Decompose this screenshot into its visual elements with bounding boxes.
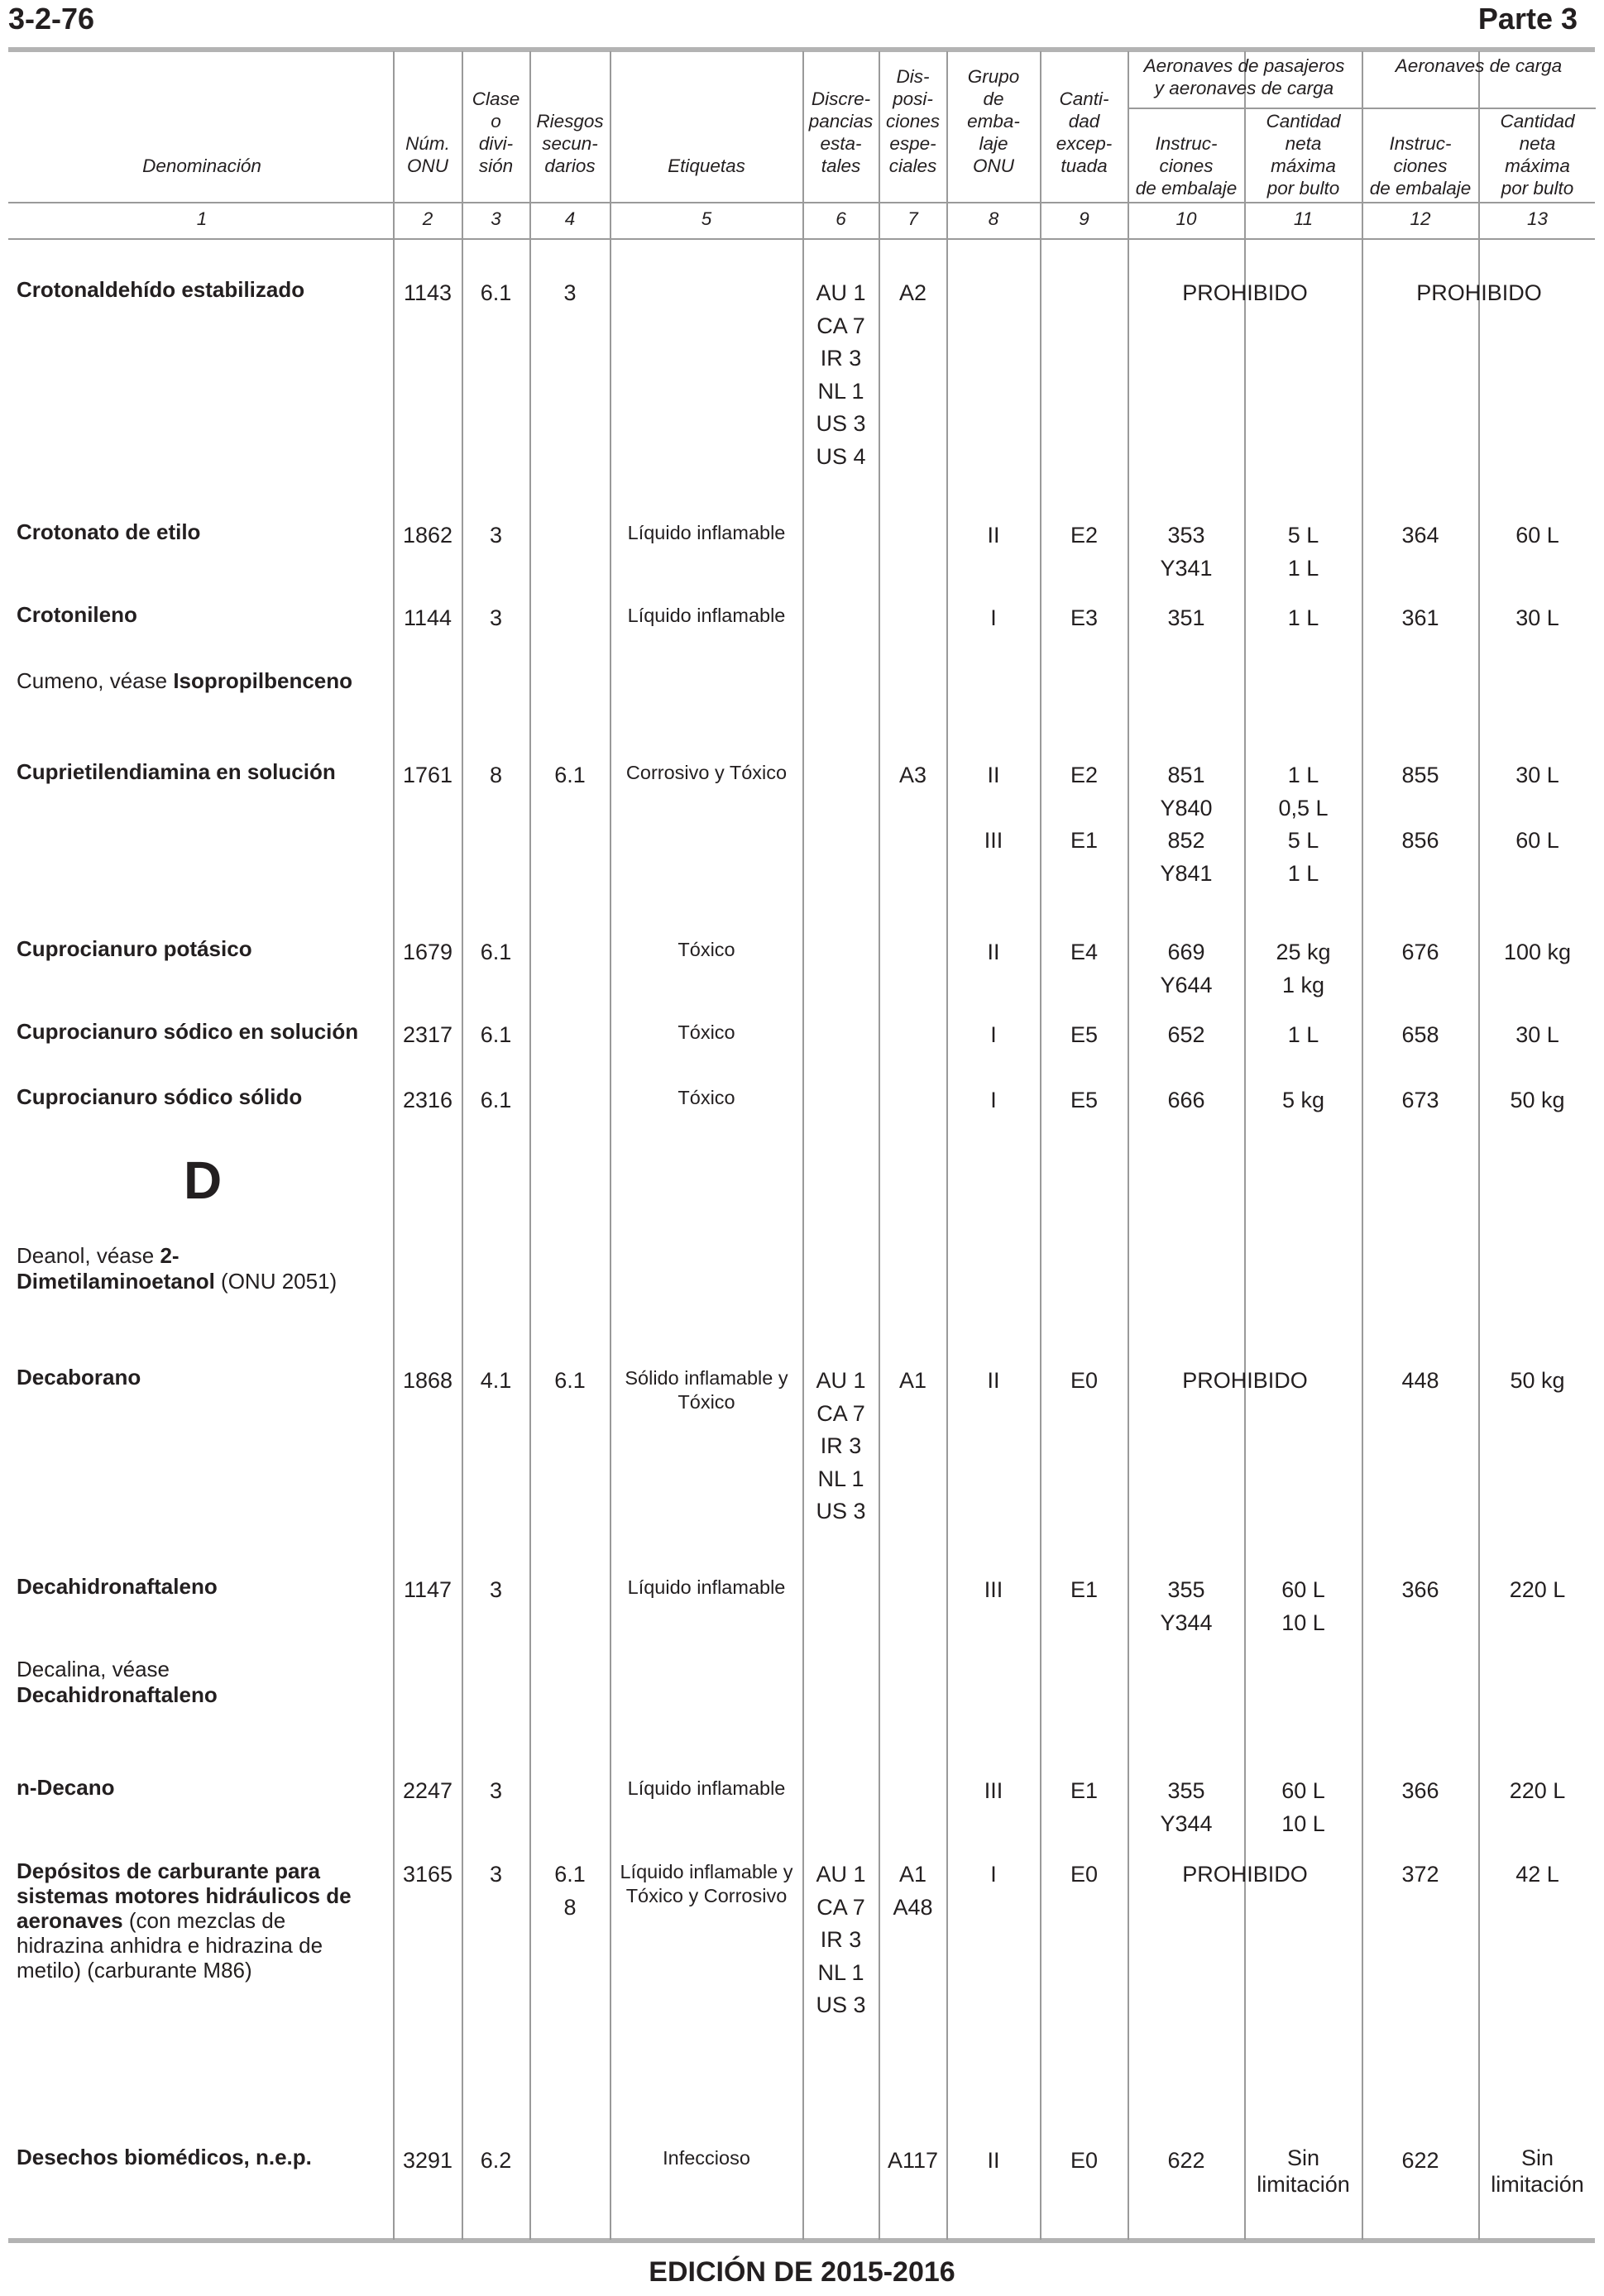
- packing-instruction: 351: [1167, 605, 1205, 630]
- max-net-quantity: 5 L 1 L: [1287, 828, 1319, 886]
- column-divider: [1040, 51, 1041, 2240]
- header-col6: Discre- pancias esta- tales: [808, 88, 874, 176]
- column-divider: [946, 51, 948, 2240]
- cross-reference: Decalina, véase Decahidronaftaleno: [17, 1657, 218, 1707]
- cargo-max-quantity: 60 L: [1515, 828, 1559, 853]
- header-rule: [8, 202, 1595, 203]
- header-cargo-group: Aeronaves de carga: [1395, 55, 1563, 76]
- cargo-max-quantity: 50 kg: [1510, 1088, 1565, 1112]
- excepted-quantity: E4: [1070, 940, 1099, 964]
- packing-group: III: [984, 1778, 1003, 1803]
- cargo-max-quantity: Sin limitación: [1491, 2145, 1584, 2197]
- hazard-label: Tóxico: [678, 1087, 735, 1108]
- excepted-quantity: E5: [1070, 1022, 1099, 1047]
- special-provisions: A1 A48: [893, 1862, 933, 1920]
- packing-group: I: [990, 1862, 997, 1887]
- packing-group: I: [990, 1022, 997, 1047]
- hazard-label: Sólido inflamable y Tóxico: [625, 1367, 788, 1413]
- max-net-quantity: 5 L 1 L: [1287, 523, 1319, 581]
- cargo-packing-instruction: 448: [1401, 1368, 1439, 1393]
- hazard-label: Tóxico: [678, 939, 735, 960]
- cargo-max-quantity: 42 L: [1515, 1862, 1559, 1887]
- class: 6.1: [480, 280, 512, 305]
- un-number: 3165: [402, 1862, 453, 1887]
- packing-instruction: 355 Y344: [1160, 1778, 1213, 1836]
- header-col11: Cantidad neta máxima por bulto: [1266, 111, 1341, 199]
- un-number: 1862: [402, 523, 453, 548]
- entry-name: Decaborano: [17, 1365, 141, 1390]
- class: 6.1: [480, 940, 512, 964]
- state-variations: AU 1 CA 7 IR 3 NL 1 US 3 US 4: [816, 280, 866, 469]
- max-net-quantity: 60 L 10 L: [1281, 1778, 1325, 1836]
- un-number: 1143: [403, 280, 452, 305]
- entry-name: n-Decano: [17, 1775, 115, 1800]
- column-divider: [393, 51, 395, 2240]
- excepted-quantity: E2: [1070, 523, 1099, 548]
- packing-group: II: [987, 1368, 1000, 1393]
- header-col4: Riesgos secun- darios: [536, 111, 604, 176]
- header-col2: Núm. ONU: [405, 133, 450, 176]
- state-variations: AU 1 CA 7 IR 3 NL 1 US 3: [816, 1862, 866, 2017]
- hazard-label: Líquido inflamable: [627, 522, 786, 543]
- un-number: 2247: [402, 1778, 453, 1803]
- excepted-quantity: E0: [1070, 1862, 1099, 1887]
- packing-instruction: 666: [1167, 1088, 1205, 1112]
- entry-name: Crotonato de etilo: [17, 519, 201, 544]
- column-number: 6: [836, 208, 846, 229]
- header-col8: Grupo de emba- laje ONU: [967, 66, 1020, 176]
- special-provisions: A1: [898, 1368, 927, 1393]
- packing-instruction: 669 Y644: [1160, 940, 1213, 997]
- packing-instruction: 852 Y841: [1160, 828, 1213, 886]
- cross-reference: Deanol, véase 2- Dimetilaminoetanol (ONU 2051): [17, 1243, 338, 1294]
- column-divider: [1128, 51, 1129, 2240]
- hazard-label: Líquido inflamable: [627, 605, 786, 626]
- column-number: 9: [1079, 208, 1089, 229]
- excepted-quantity: E3: [1070, 605, 1099, 630]
- column-divider: [462, 51, 463, 2240]
- packing-group: III: [984, 828, 1003, 853]
- un-number: 1147: [403, 1577, 452, 1602]
- un-number: 2316: [402, 1088, 453, 1112]
- entry-name: Cuprocianuro sódico sólido: [17, 1084, 303, 1109]
- packing-group: III: [984, 1577, 1003, 1602]
- cargo-packing-instruction: 364: [1401, 523, 1439, 548]
- class: 3: [489, 1862, 503, 1887]
- class: 3: [489, 1577, 503, 1602]
- hazard-label: Líquido inflamable: [627, 1777, 786, 1799]
- packing-instruction: 353 Y341: [1160, 523, 1213, 581]
- header-rule: [8, 238, 1595, 240]
- header-pax-group: Aeronaves de pasajeros y aeronaves de carga: [1143, 55, 1345, 98]
- part-label: Parte 3: [1477, 2, 1578, 36]
- cargo-packing-instruction: 856: [1401, 828, 1439, 853]
- cargo-forbidden: PROHIBIDO: [1416, 280, 1542, 305]
- packing-group: II: [987, 523, 1000, 548]
- entry-name: Desechos biomédicos, n.e.p.: [17, 2145, 312, 2169]
- packing-group: II: [987, 940, 1000, 964]
- excepted-quantity: E5: [1070, 1088, 1099, 1112]
- excepted-quantity: E1: [1070, 1778, 1099, 1803]
- class: 8: [489, 763, 503, 787]
- entry-name: Cuprocianuro sódico en solución: [17, 1019, 359, 1044]
- cargo-max-quantity: 100 kg: [1503, 940, 1572, 964]
- entry-name: Decahidronaftaleno: [17, 1574, 218, 1599]
- class: 6.1: [480, 1088, 512, 1112]
- cargo-packing-instruction: 366: [1401, 1778, 1439, 1803]
- packing-instruction: 652: [1167, 1022, 1205, 1047]
- max-net-quantity: 1 L 0,5 L: [1278, 763, 1329, 820]
- cargo-packing-instruction: 673: [1401, 1088, 1439, 1112]
- header-col1: Denominación: [142, 155, 261, 176]
- cargo-max-quantity: 220 L: [1509, 1577, 1566, 1602]
- bottom-rule: [8, 2238, 1595, 2243]
- packing-group: I: [990, 605, 997, 630]
- column-number: 13: [1526, 208, 1549, 229]
- cargo-max-quantity: 30 L: [1515, 1022, 1559, 1047]
- subsidiary-risk: 3: [563, 280, 577, 305]
- header-col9: Canti- dad excep- tuada: [1056, 88, 1113, 176]
- header-col3: Clase o divi- sión: [472, 88, 520, 176]
- column-divider: [1244, 51, 1246, 2240]
- header-col12: Instruc- ciones de embalaje: [1369, 133, 1472, 199]
- excepted-quantity: E1: [1070, 828, 1099, 853]
- class: 3: [489, 605, 503, 630]
- pax-forbidden: PROHIBIDO: [1182, 280, 1308, 305]
- edition-footer: EDICIÓN DE 2015-2016: [649, 2256, 955, 2288]
- class: 3: [489, 1778, 503, 1803]
- cargo-max-quantity: 30 L: [1515, 605, 1559, 630]
- class: 6.2: [480, 2148, 512, 2173]
- column-divider: [1362, 51, 1363, 2240]
- column-divider: [610, 51, 611, 2240]
- column-number: 7: [907, 208, 918, 229]
- column-divider: [1478, 51, 1480, 2240]
- special-provisions: A2: [898, 280, 927, 305]
- packing-instruction: 355 Y344: [1160, 1577, 1213, 1635]
- header-col5: Etiquetas: [668, 155, 745, 176]
- special-provisions: A3: [898, 763, 927, 787]
- un-number: 3291: [402, 2148, 453, 2173]
- packing-group: II: [987, 763, 1000, 787]
- entry-name: Depósitos de carburante para sistemas motores hidráulicos de aeronaves (con mezclas de hidrazina anhidra e hidrazina de metilo) (carburante M86): [17, 1858, 352, 1983]
- un-number: 1868: [402, 1368, 453, 1393]
- hazard-label: Tóxico: [678, 1021, 735, 1043]
- cargo-packing-instruction: 366: [1401, 1577, 1439, 1602]
- cargo-packing-instruction: 855: [1401, 763, 1439, 787]
- cargo-max-quantity: 220 L: [1509, 1778, 1566, 1803]
- un-number: 1679: [402, 940, 453, 964]
- packing-instruction: 622: [1167, 2148, 1205, 2173]
- entry-name: Cuprocianuro potásico: [17, 936, 252, 961]
- header-col10: Instruc- ciones de embalaje: [1135, 133, 1238, 199]
- cargo-max-quantity: 50 kg: [1510, 1368, 1565, 1393]
- hazard-label: Corrosivo y Tóxico: [625, 762, 788, 783]
- cargo-packing-instruction: 622: [1401, 2148, 1439, 2173]
- cargo-packing-instruction: 372: [1401, 1862, 1439, 1887]
- cargo-packing-instruction: 658: [1401, 1022, 1439, 1047]
- column-number: 5: [701, 208, 712, 229]
- hazard-label: Infeccioso: [663, 2147, 750, 2169]
- column-number: 10: [1175, 208, 1197, 229]
- excepted-quantity: E1: [1070, 1577, 1099, 1602]
- packing-instruction: 851 Y840: [1160, 763, 1213, 820]
- header-col7: Dis- posi- ciones espe- ciales: [885, 66, 941, 176]
- special-provisions: A117: [887, 2148, 939, 2173]
- entry-name: Crotonileno: [17, 602, 137, 627]
- un-number: 1761: [402, 763, 453, 787]
- excepted-quantity: E0: [1070, 2148, 1099, 2173]
- cargo-packing-instruction: 676: [1401, 940, 1439, 964]
- pax-forbidden: PROHIBIDO: [1182, 1368, 1308, 1393]
- class: 4.1: [480, 1368, 512, 1393]
- header-group-rule: [1128, 108, 1596, 109]
- packing-group: I: [990, 1088, 997, 1112]
- excepted-quantity: E2: [1070, 763, 1099, 787]
- max-net-quantity: 1 L: [1287, 605, 1319, 630]
- class: 6.1: [480, 1022, 512, 1047]
- entry-name: Cuprietilendiamina en solución: [17, 759, 336, 784]
- column-number: 3: [491, 208, 501, 229]
- subsidiary-risk: 6.1: [554, 763, 586, 787]
- max-net-quantity: Sin limitación: [1257, 2145, 1350, 2197]
- class: 3: [489, 523, 503, 548]
- packing-group: II: [987, 2148, 1000, 2173]
- un-number: 2317: [402, 1022, 453, 1047]
- column-number: 11: [1293, 208, 1314, 229]
- page-number: 3-2-76: [8, 2, 95, 36]
- max-net-quantity: 60 L 10 L: [1281, 1577, 1325, 1635]
- cargo-max-quantity: 60 L: [1515, 523, 1559, 548]
- subsidiary-risk: 6.1 8: [554, 1862, 586, 1920]
- subsidiary-risk: 6.1: [554, 1368, 586, 1393]
- column-number: 12: [1410, 208, 1431, 229]
- max-net-quantity: 5 kg: [1281, 1088, 1325, 1112]
- column-number: 1: [196, 208, 208, 229]
- un-number: 1144: [403, 605, 452, 630]
- entry-name: Crotonaldehído estabilizado: [17, 277, 305, 302]
- cargo-max-quantity: 30 L: [1515, 763, 1559, 787]
- cross-reference: Cumeno, véase Isopropilbenceno: [17, 668, 353, 693]
- header-col13: Cantidad neta máxima por bulto: [1500, 111, 1575, 199]
- column-number: 4: [564, 208, 576, 229]
- excepted-quantity: E0: [1070, 1368, 1099, 1393]
- hazard-label: Líquido inflamable: [627, 1576, 786, 1598]
- max-net-quantity: 25 kg 1 kg: [1276, 940, 1331, 997]
- state-variations: AU 1 CA 7 IR 3 NL 1 US 3: [816, 1368, 866, 1523]
- max-net-quantity: 1 L: [1287, 1022, 1319, 1047]
- column-number: 8: [988, 208, 999, 229]
- cargo-packing-instruction: 361: [1401, 605, 1439, 630]
- section-letter: D: [184, 1150, 223, 1210]
- top-rule: [8, 47, 1595, 52]
- column-number: 2: [422, 208, 433, 229]
- hazard-label: Líquido inflamable y Tóxico y Corrosivo: [620, 1861, 793, 1906]
- pax-forbidden: PROHIBIDO: [1182, 1862, 1308, 1887]
